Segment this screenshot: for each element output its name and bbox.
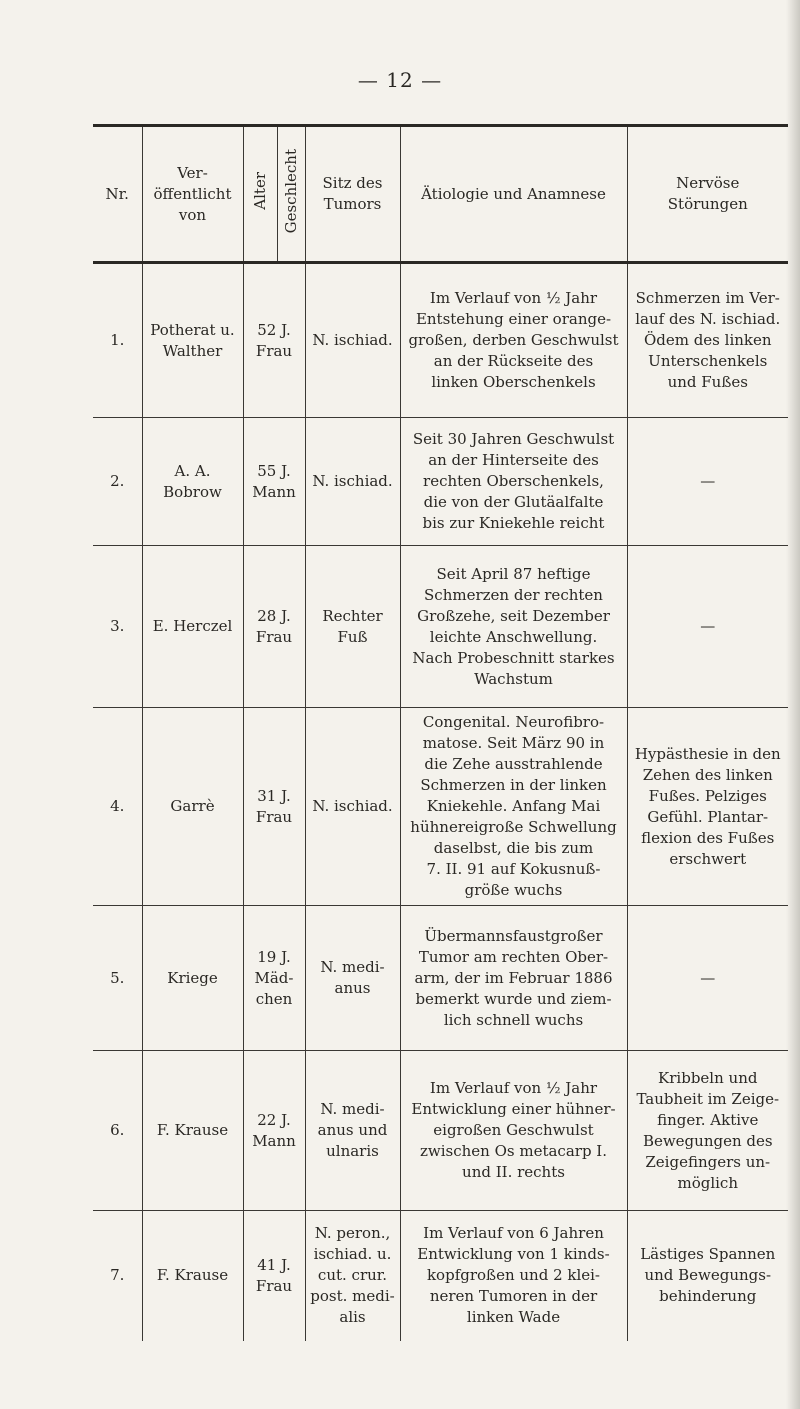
cell-nerve: Hypästhesie in den Zehen des linken Fußes. Pelziges Gefühl. Plantar- flexion des Fußes erschwert <box>627 708 788 906</box>
cell-site: N. medi- anus und ulnaris <box>305 1051 400 1211</box>
cell-nerve: Schmerzen im Ver- lauf des N. ischiad. Ödem des linken Unterschenkels und Fußes <box>627 263 788 418</box>
cell-age-sex: 52 J. Frau <box>243 263 305 418</box>
cell-age-sex: 31 J. Frau <box>243 708 305 906</box>
col-header-aetiologie: Ätiologie und Anamnese <box>400 127 627 263</box>
cell-author: Garrè <box>142 708 243 906</box>
table-row <box>93 906 788 1051</box>
page-number: — 12 — <box>357 68 443 92</box>
cell-nr: 3. <box>93 546 142 708</box>
cell-nr: 4. <box>93 708 142 906</box>
cell-history: Seit April 87 heftige Schmerzen der rechten Großzehe, seit Dezember leichte Anschwellung. Nach Probeschnitt starkes Wachstum <box>400 546 627 708</box>
table-row <box>93 708 788 906</box>
col-header-veroeffentlicht: Ver- öffentlicht von <box>142 127 243 263</box>
cell-nerve: — <box>627 546 788 708</box>
col-header-nervoese: Nervöse Störungen <box>627 127 788 263</box>
col-header-geschlecht: Geschlecht <box>277 127 305 263</box>
cell-history: Congenital. Neurofibro- matose. Seit März 90 in die Zehe ausstrahlende Schmerzen in der linken Kniekehle. Anfang Mai hühnereigroße Schwellung daselbst, die bis zum 7. II. 91 auf Kokusnuß- größe wuchs <box>400 708 627 906</box>
table-row <box>93 263 788 418</box>
cell-site: N. peron., ischiad. u. cut. crur. post. medi- alis <box>305 1211 400 1341</box>
cell-nerve: — <box>627 906 788 1051</box>
col-header-nr: Nr. <box>93 127 142 263</box>
cell-history: Seit 30 Jahren Geschwulst an der Hinterseite des rechten Oberschenkels, die von der Glutäalfalte bis zur Kniekehle reicht <box>400 418 627 546</box>
table-row <box>93 1051 788 1211</box>
cell-site: N. ischiad. <box>305 418 400 546</box>
cell-site: N. ischiad. <box>305 263 400 418</box>
page-edge-shadow <box>786 0 800 1409</box>
col-header-sitz: Sitz des Tumors <box>305 127 400 263</box>
cell-nerve: Lästiges Spannen und Bewegungs- behinderung <box>627 1211 788 1341</box>
cell-age-sex: 22 J. Mann <box>243 1051 305 1211</box>
cell-nr: 5. <box>93 906 142 1051</box>
table-row <box>93 546 788 708</box>
cell-author: A. A. Bobrow <box>142 418 243 546</box>
cell-history: Im Verlauf von 6 Jahren Entwicklung von 1 kinds- kopfgroßen und 2 klei- neren Tumoren in der linken Wade <box>400 1211 627 1341</box>
table-row <box>93 418 788 546</box>
cell-site: Rechter Fuß <box>305 546 400 708</box>
case-table <box>93 127 788 1341</box>
cell-site: N. ischiad. <box>305 708 400 906</box>
cell-author: E. Herczel <box>142 546 243 708</box>
cell-site: N. medi- anus <box>305 906 400 1051</box>
cell-nerve: — <box>627 418 788 546</box>
cell-history: Im Verlauf von ½ Jahr Entstehung einer orange- großen, derben Geschwulst an der Rückseite des linken Oberschenkels <box>400 263 627 418</box>
cell-author: F. Krause <box>142 1211 243 1341</box>
cell-nr: 2. <box>93 418 142 546</box>
cell-author: F. Krause <box>142 1051 243 1211</box>
cell-history: Übermannsfaustgroßer Tumor am rechten Ober- arm, der im Februar 1886 bemerkt wurde und ziem- lich schnell wuchs <box>400 906 627 1051</box>
cell-age-sex: 41 J. Frau <box>243 1211 305 1341</box>
col-header-alter: Alter <box>243 127 277 263</box>
header-row <box>93 127 788 263</box>
cell-author: Kriege <box>142 906 243 1051</box>
cell-age-sex: 28 J. Frau <box>243 546 305 708</box>
cell-author: Potherat u. Walther <box>142 263 243 418</box>
cell-age-sex: 19 J. Mäd- chen <box>243 906 305 1051</box>
cell-nerve: Kribbeln und Taubheit im Zeige- finger. Aktive Bewegungen des Zeigefingers un- möglich <box>627 1051 788 1211</box>
cell-age-sex: 55 J. Mann <box>243 418 305 546</box>
cell-nr: 7. <box>110 1266 125 1285</box>
cell-nr: 1. <box>93 263 142 418</box>
cell-history: Im Verlauf von ½ Jahr Entwicklung einer hühner- eigroßen Geschwulst zwischen Os metacarp I. und II. rechts <box>400 1051 627 1211</box>
table-row <box>93 1211 788 1341</box>
cell-nr: 6. <box>93 1051 142 1211</box>
